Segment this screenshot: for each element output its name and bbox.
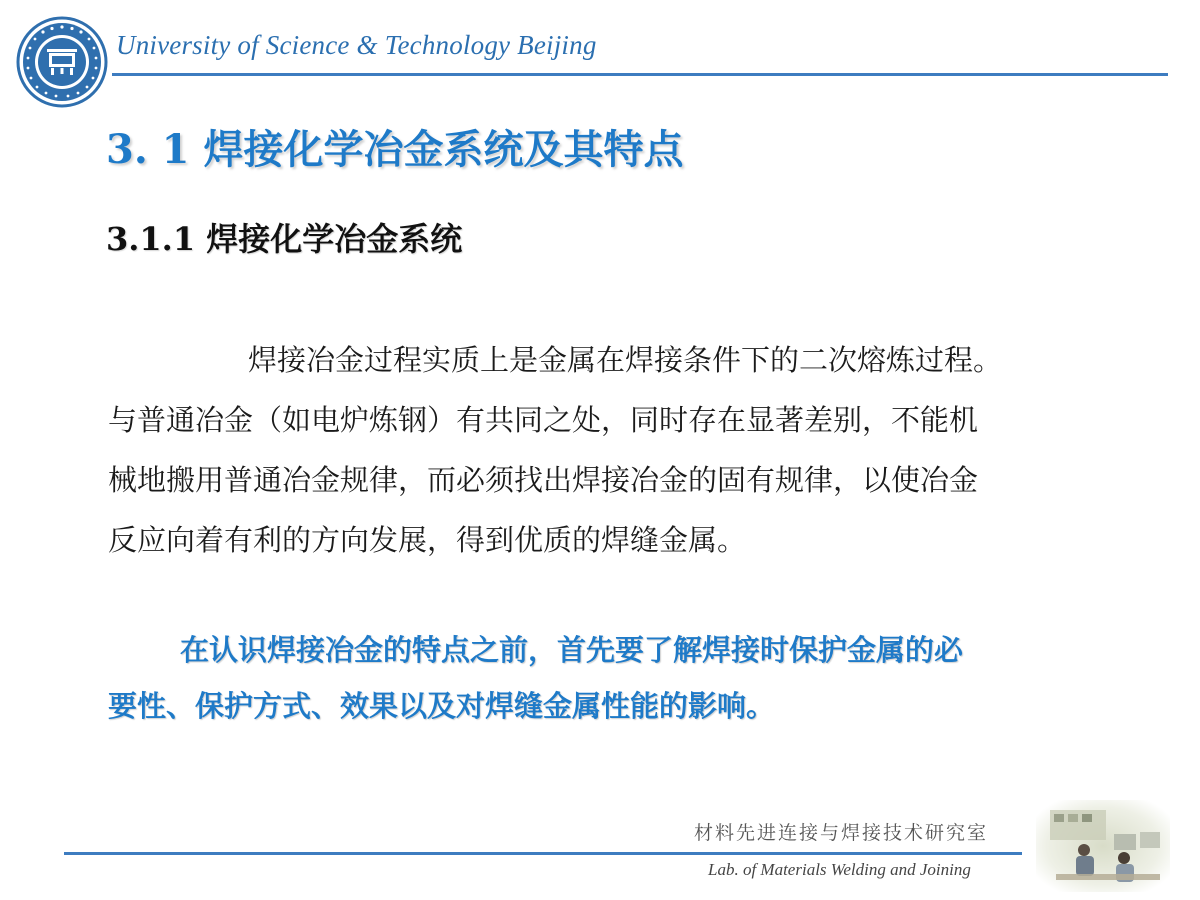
body-line: 与普通冶金（如电炉炼钢）有共同之处，同时存在显著差别，不能机 — [108, 403, 979, 437]
highlight-line: 在认识焊接冶金的特点之前，首先要了解焊接时保护金属的必 — [180, 633, 964, 667]
highlight-line: 要性、保护方式、效果以及对焊缝金属性能的影响。 — [108, 689, 776, 723]
subsection-title: 3.1.1 焊接化学冶金系统 — [106, 220, 463, 258]
body-line: 焊接冶金过程实质上是金属在焊接条件下的二次熔炼过程。 — [248, 343, 1003, 377]
header-divider — [112, 73, 1168, 76]
footer-divider — [64, 852, 1022, 855]
lab-name-chinese: 材料先进连接与焊接技术研究室 — [694, 822, 989, 844]
lab-name-english: Lab. of Materials Welding and Joining — [708, 860, 971, 879]
body-line: 反应向着有利的方向发展，得到优质的焊缝金属。 — [108, 523, 747, 557]
laboratory-photo-icon — [1036, 800, 1170, 892]
section-title: 3. 1 焊接化学冶金系统及其特点 — [106, 126, 684, 173]
university-seal-icon — [16, 16, 108, 108]
body-paragraph — [108, 330, 1118, 570]
highlight-paragraph — [108, 622, 1118, 734]
body-line: 械地搬用普通冶金规律，而必须找出焊接冶金的固有规律，以使冶金 — [108, 463, 979, 497]
university-name: University of Science & Technology Beijing — [116, 30, 597, 60]
